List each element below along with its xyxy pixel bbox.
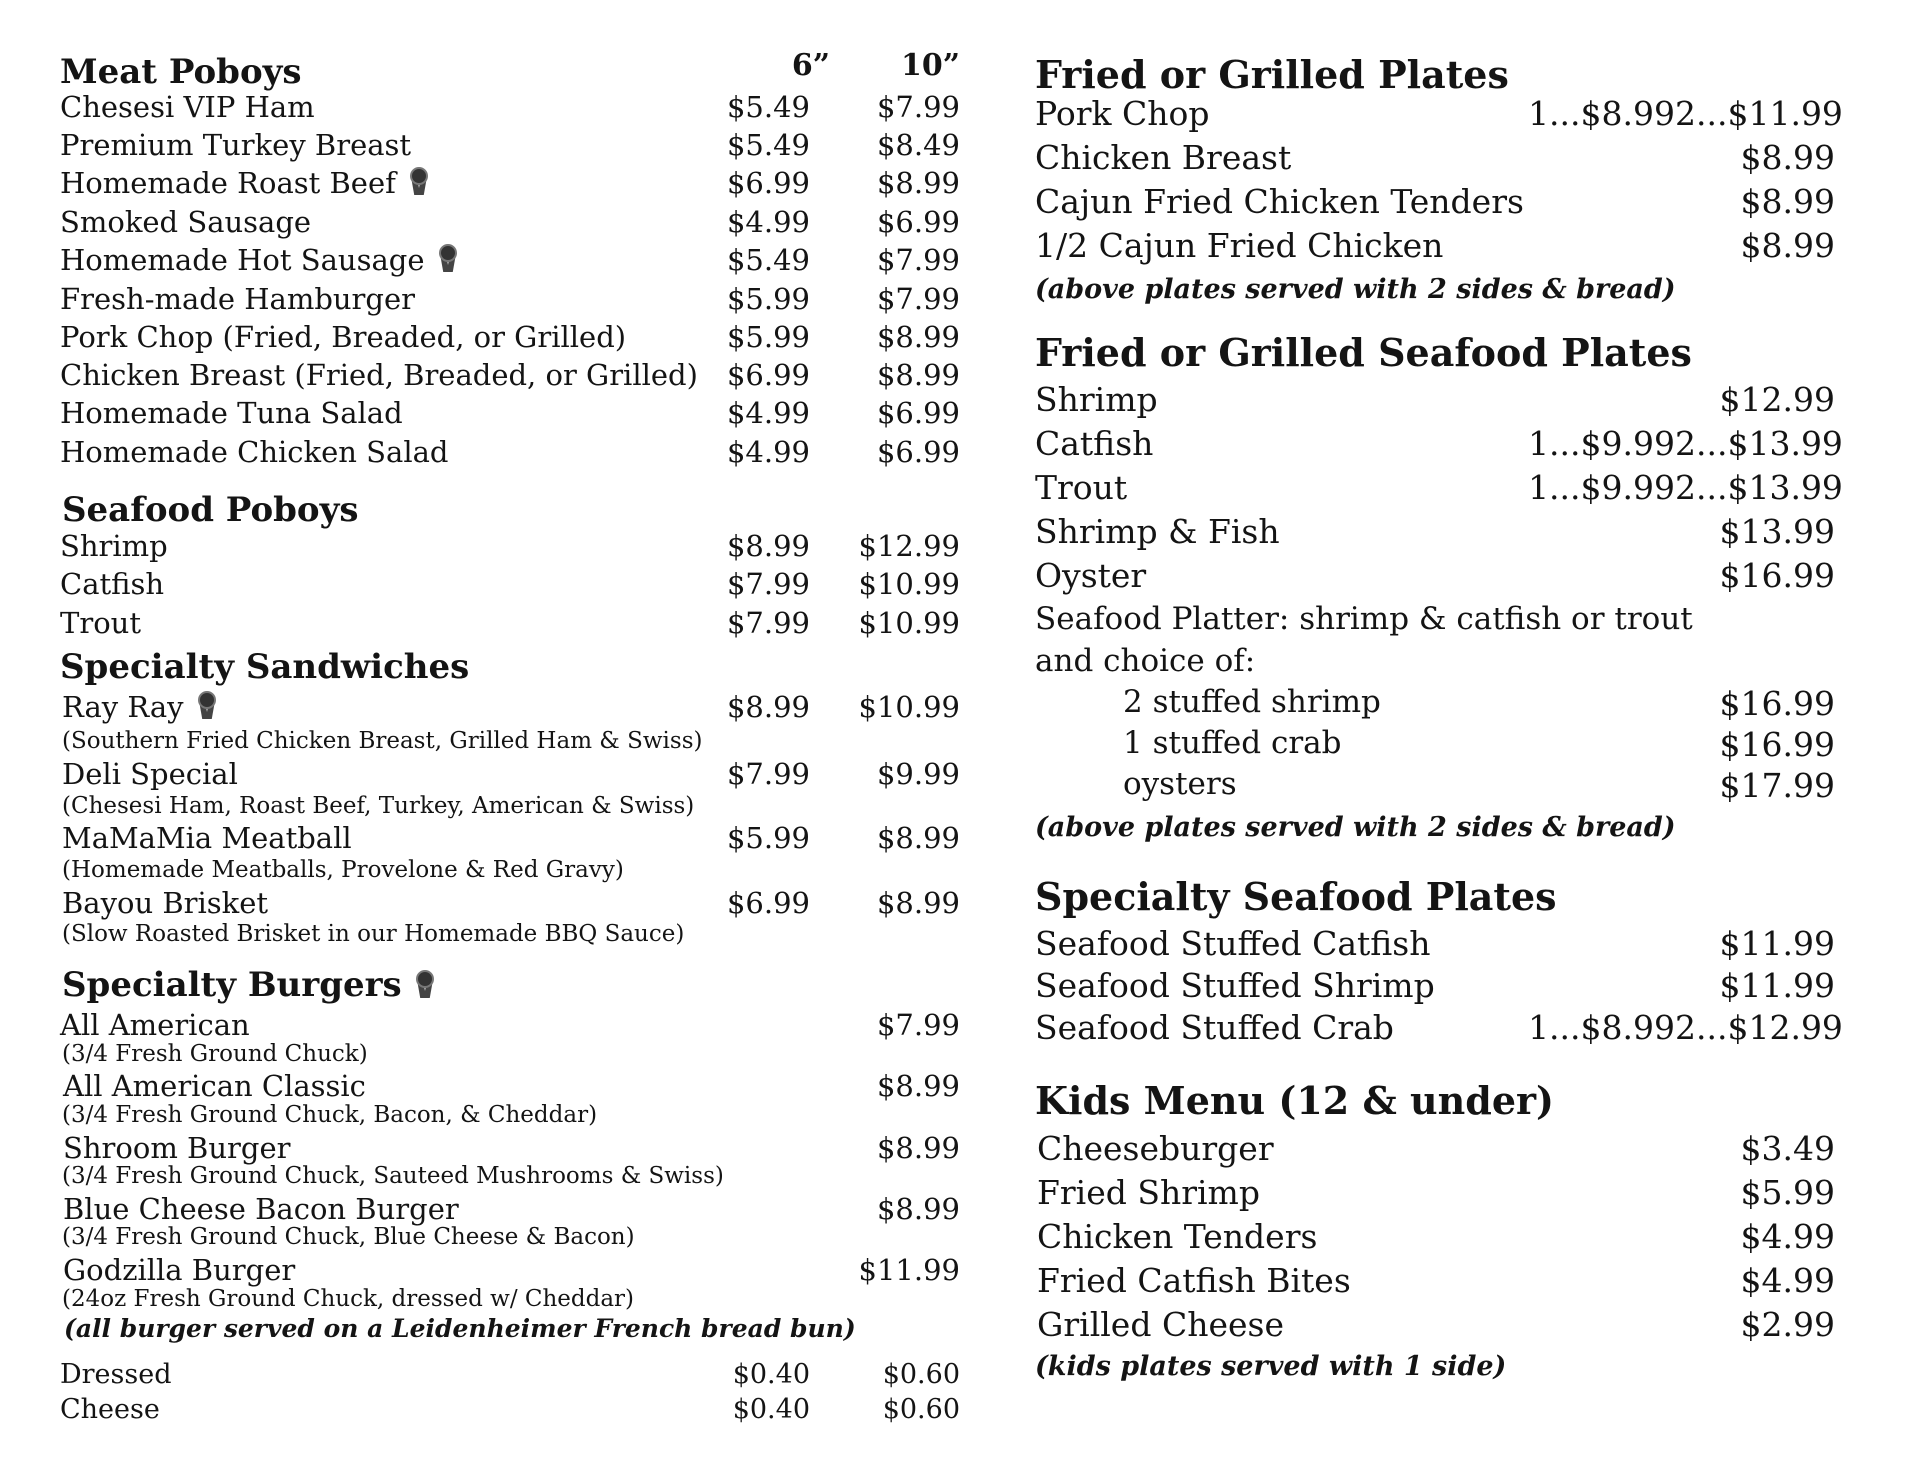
item-name: Fried Catfish Bites	[1037, 1261, 1351, 1300]
award-ribbon-icon	[408, 167, 430, 197]
price: $11.99	[1719, 966, 1835, 1005]
price-6: $5.99	[726, 320, 810, 354]
price-10: $7.99	[876, 90, 960, 124]
item-name: Seafood Stuffed Crab	[1035, 1008, 1394, 1047]
item-name: Chesesi VIP Ham	[60, 90, 315, 124]
price-6: $8.99	[726, 529, 810, 563]
price-10: $10.99	[858, 690, 960, 724]
heading-text: Specialty Burgers	[62, 965, 402, 1005]
award-ribbon-icon	[437, 244, 459, 274]
meat-poboys-heading: Meat Poboys	[60, 52, 302, 92]
plates-note: (above plates served with 2 sides & bread)	[1035, 274, 1676, 305]
item-name: Blue Cheese Bacon Burger	[63, 1192, 459, 1226]
item-description: (3/4 Fresh Ground Chuck, Sauteed Mushrooms & Swiss)	[62, 1163, 724, 1189]
price-6: $8.99	[726, 690, 810, 724]
price-6: $5.99	[726, 821, 810, 855]
price-10: $8.99	[876, 886, 960, 920]
seafood-poboys-heading: Seafood Poboys	[62, 490, 359, 530]
item-description: (3/4 Fresh Ground Chuck, Bacon, & Cheddar)	[62, 1102, 598, 1128]
item-name: 1/2 Cajun Fried Chicken	[1035, 226, 1444, 265]
item-name: Homemade Tuna Salad	[60, 396, 403, 430]
item-name: Homemade Chicken Salad	[60, 435, 449, 469]
price-6: $0.40	[732, 1394, 810, 1425]
item-name: Trout	[60, 606, 141, 640]
item-name	[62, 690, 218, 724]
addon-name: Dressed	[60, 1359, 172, 1390]
price: $8.99	[876, 1069, 960, 1103]
price: $4.99	[1740, 1261, 1835, 1300]
price: $16.99	[1719, 684, 1835, 723]
item-name: Shrimp	[60, 529, 168, 563]
price-10: $10.99	[858, 567, 960, 601]
fried-grilled-plates-heading: Fried or Grilled Plates	[1035, 52, 1509, 97]
price-10: $0.60	[882, 1359, 960, 1390]
price-6: $5.49	[726, 90, 810, 124]
price: $8.99	[876, 1192, 960, 1226]
item-description: (3/4 Fresh Ground Chuck)	[62, 1041, 368, 1067]
option-name: 2 stuffed shrimp	[1123, 684, 1381, 720]
item-name: Godzilla Burger	[63, 1253, 296, 1287]
item-name: Catfish	[60, 567, 165, 601]
item-description: (Slow Roasted Brisket in our Homemade BBQ Sauce)	[62, 921, 685, 947]
price-10: $7.99	[876, 282, 960, 316]
item-name: Seafood Stuffed Shrimp	[1035, 966, 1435, 1005]
item-name-text: Homemade Roast Beef	[60, 166, 396, 200]
kids-note: (kids plates served with 1 side)	[1035, 1351, 1507, 1382]
seafood-plates-heading: Fried or Grilled Seafood Plates	[1035, 330, 1692, 375]
price-one: 1...$9.99	[1528, 468, 1675, 507]
item-name: Oyster	[1035, 556, 1147, 595]
item-name: Shrimp	[1035, 380, 1158, 419]
price-6: $4.99	[726, 205, 810, 239]
price-6: $6.99	[726, 886, 810, 920]
item-name: Cheeseburger	[1037, 1129, 1274, 1168]
price-6: $4.99	[726, 435, 810, 469]
price-10: $10.99	[858, 606, 960, 640]
item-name: Fried Shrimp	[1037, 1173, 1260, 1212]
price-10: $6.99	[876, 435, 960, 469]
price-10: $8.49	[876, 128, 960, 162]
price-one: 1...$9.99	[1528, 424, 1675, 463]
price-10: $8.99	[876, 320, 960, 354]
price-two: 2...$11.99	[1675, 94, 1843, 133]
item-name: MaMaMia Meatball	[62, 821, 352, 855]
award-ribbon-icon	[196, 691, 218, 721]
price-two: 2...$13.99	[1675, 424, 1843, 463]
item-name: Pork Chop	[1035, 94, 1210, 133]
item-description: (3/4 Fresh Ground Chuck, Blue Cheese & Bacon)	[62, 1224, 635, 1250]
specialty-sandwiches-heading: Specialty Sandwiches	[60, 647, 470, 687]
price-6: $5.49	[726, 243, 810, 277]
price-10: $7.99	[876, 243, 960, 277]
price-6: $7.99	[726, 606, 810, 640]
price: $16.99	[1719, 556, 1835, 595]
item-name: Chicken Tenders	[1037, 1217, 1318, 1256]
price: $11.99	[1719, 924, 1835, 963]
item-name	[60, 243, 459, 277]
specialty-burgers-heading	[62, 965, 436, 1005]
seafood-plates-note: (above plates served with 2 sides & bread)	[1035, 812, 1676, 843]
price-6: $5.49	[726, 128, 810, 162]
specialty-seafood-heading: Specialty Seafood Plates	[1035, 874, 1557, 919]
price: $12.99	[1719, 380, 1835, 419]
size-10-header: 10”	[900, 48, 960, 83]
item-name: Chicken Breast (Fried, Breaded, or Grilled)	[60, 358, 698, 392]
burger-note: (all burger served on a Leidenheimer French bread bun)	[64, 1314, 856, 1343]
price: $11.99	[858, 1253, 960, 1287]
price: $3.49	[1740, 1129, 1835, 1168]
item-name-text: Homemade Hot Sausage	[60, 243, 425, 277]
platter-line: and choice of:	[1035, 643, 1256, 679]
item-name: Pork Chop (Fried, Breaded, or Grilled)	[60, 320, 627, 354]
price: $8.99	[1740, 182, 1835, 221]
price-one: 1...$8.99	[1528, 94, 1675, 133]
item-description: (24oz Fresh Ground Chuck, dressed w/ Cheddar)	[62, 1286, 635, 1312]
price-6: $6.99	[726, 166, 810, 200]
price-10: $6.99	[876, 205, 960, 239]
item-name: Trout	[1035, 468, 1128, 507]
price: $4.99	[1740, 1217, 1835, 1256]
size-6-header: 6”	[791, 48, 830, 83]
price-6: $7.99	[726, 757, 810, 791]
price-two: 2...$13.99	[1675, 468, 1843, 507]
kids-menu-heading: Kids Menu (12 & under)	[1035, 1078, 1555, 1123]
item-description: (Chesesi Ham, Roast Beef, Turkey, American & Swiss)	[62, 793, 695, 819]
item-name: Catfish	[1035, 424, 1154, 463]
item-description: (Southern Fried Chicken Breast, Grilled Ham & Swiss)	[62, 728, 703, 754]
item-name: All American Classic	[63, 1069, 366, 1103]
option-name: 1 stuffed crab	[1123, 725, 1342, 761]
item-description: (Homemade Meatballs, Provelone & Red Gravy)	[62, 857, 624, 883]
price: $8.99	[1740, 226, 1835, 265]
item-name: Smoked Sausage	[60, 205, 312, 239]
item-name: Shrimp & Fish	[1035, 512, 1280, 551]
price-10: $6.99	[876, 396, 960, 430]
price-6: $5.99	[726, 282, 810, 316]
price-10: $0.60	[882, 1394, 960, 1425]
item-name	[60, 166, 430, 200]
price: $17.99	[1719, 766, 1835, 805]
item-name: Deli Special	[62, 757, 238, 791]
price: $8.99	[876, 1131, 960, 1165]
price-6: $7.99	[726, 567, 810, 601]
platter-line: Seafood Platter: shrimp & catfish or trout	[1035, 601, 1693, 637]
item-name: Chicken Breast	[1035, 138, 1292, 177]
item-name: Fresh-made Hamburger	[60, 282, 416, 316]
item-name: Shroom Burger	[63, 1131, 291, 1165]
price-10: $12.99	[858, 529, 960, 563]
price-10: $8.99	[876, 358, 960, 392]
item-name: Bayou Brisket	[62, 886, 269, 920]
price: $2.99	[1740, 1305, 1835, 1344]
addon-name: Cheese	[60, 1394, 160, 1425]
price-10: $8.99	[876, 821, 960, 855]
price-6: $0.40	[732, 1359, 810, 1390]
item-name: Premium Turkey Breast	[60, 128, 412, 162]
item-name-text: Ray Ray	[62, 690, 184, 724]
price: $13.99	[1719, 512, 1835, 551]
price-6: $6.99	[726, 358, 810, 392]
price-two: 2...$12.99	[1675, 1008, 1843, 1047]
price: $5.99	[1740, 1173, 1835, 1212]
item-name: All American	[60, 1008, 250, 1042]
option-name: oysters	[1123, 766, 1237, 802]
price-one: 1...$8.99	[1528, 1008, 1675, 1047]
price-10: $9.99	[876, 757, 960, 791]
price: $8.99	[1740, 138, 1835, 177]
price-10: $8.99	[876, 166, 960, 200]
award-ribbon-icon	[414, 970, 436, 1000]
price-6: $4.99	[726, 396, 810, 430]
price: $16.99	[1719, 725, 1835, 764]
item-name: Cajun Fried Chicken Tenders	[1035, 182, 1524, 221]
price: $7.99	[876, 1008, 960, 1042]
item-name: Seafood Stuffed Catfish	[1035, 924, 1431, 963]
item-name: Grilled Cheese	[1037, 1305, 1284, 1344]
